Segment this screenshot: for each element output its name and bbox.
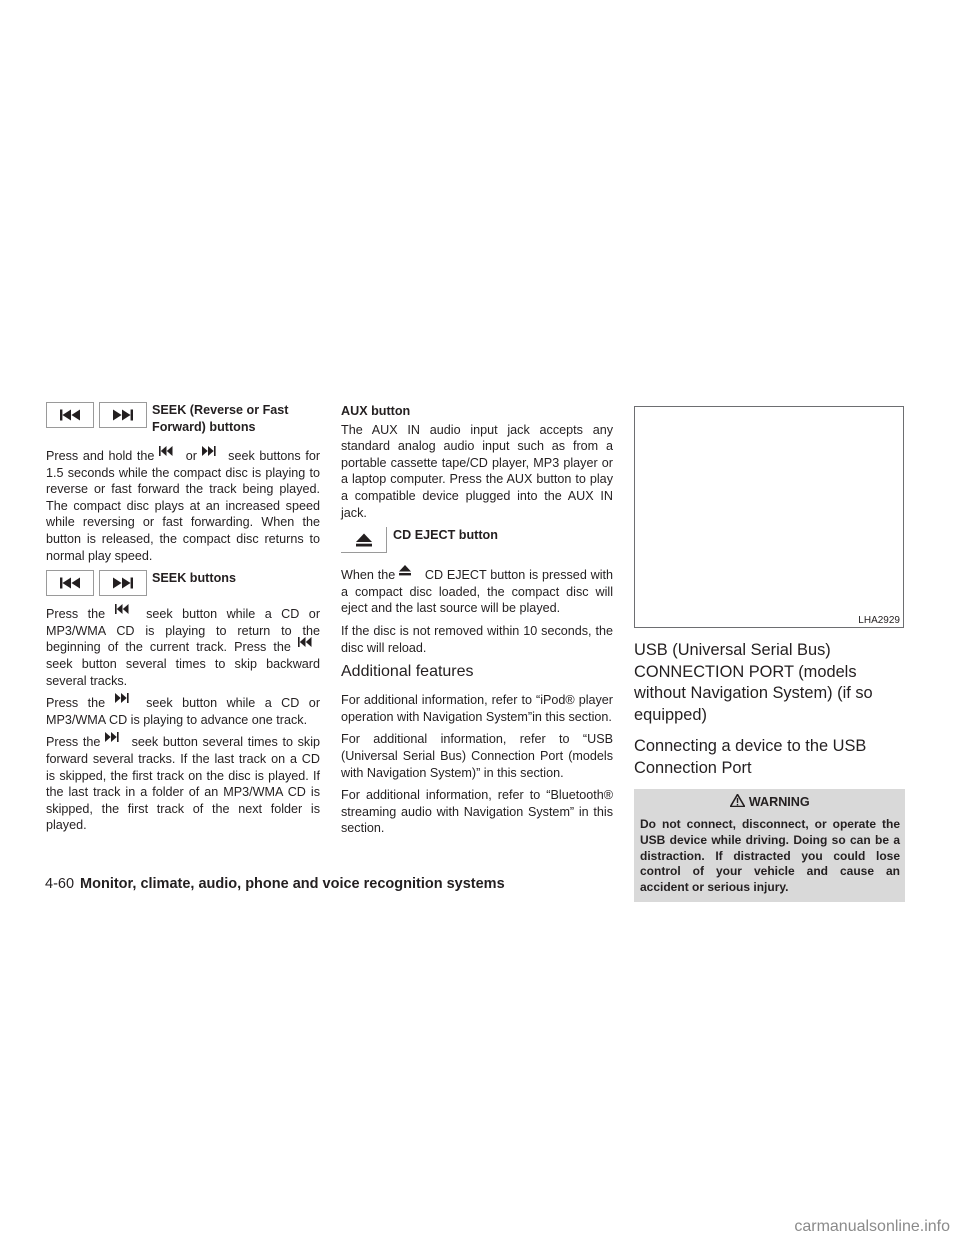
warning-box	[634, 789, 905, 902]
connect-device-heading: Connecting a device to the USB Connection Port	[634, 737, 867, 777]
figure-illustration	[634, 406, 904, 628]
seek-reverse-key-image	[46, 402, 94, 428]
seek-forward-icon	[112, 578, 134, 589]
seek-forward-icon	[202, 446, 216, 456]
figure-id: LHA2929	[858, 615, 900, 626]
seek-reverse-icon	[59, 410, 81, 421]
seek-reverse-key-image	[46, 570, 94, 596]
paragraph-seek-back	[46, 606, 320, 689]
seek-forward-icon	[115, 693, 129, 703]
seek-forward-key-image	[99, 570, 147, 596]
seek-forward-icon	[105, 732, 119, 742]
additional-bluetooth-paragraph: For additional information, refer to “Bluetooth® streaming audio with Navigation System” in this section.	[341, 788, 613, 836]
text: seek button several times to skip backward several tracks.	[46, 656, 320, 688]
text: Press the	[46, 735, 101, 750]
column-seek	[46, 402, 320, 840]
text: Press the	[46, 607, 106, 622]
seek-forward-icon	[112, 410, 134, 421]
eject-icon	[399, 565, 411, 576]
seek-header	[46, 570, 320, 600]
seek-heading: SEEK buttons	[152, 571, 236, 586]
heading-line-1: SEEK (Reverse or Fast	[152, 403, 289, 417]
text: seek button several times to skip forward several tracks. If the last track on a CD is skipped, the first track on the disc is played. If the last track in a folder of an MP3/WMA CD is skipped, the first track of the next folder is played.	[46, 735, 321, 833]
chapter-title: Monitor, climate, audio, phone and voice recognition systems	[80, 876, 505, 892]
text: seek button while a CD or MP3/WMA CD is playing to advance one track.	[46, 696, 321, 727]
aux-paragraph: The AUX IN audio input jack accepts any standard analog audio input such as from a portable cassette tape/CD player, MP3 player or a laptop computer. Press the AUX button to play a compatible device plugged into the AUX IN jack.	[341, 422, 613, 520]
text: or	[185, 449, 197, 463]
heading-line-2: Forward) buttons	[152, 420, 256, 434]
page-number: 4-60	[45, 876, 75, 892]
warning-title: WARNING	[748, 795, 810, 809]
paragraph-seek-forward	[46, 695, 320, 728]
eject-header	[341, 527, 613, 561]
usb-section-heading: USB (Universal Serial Bus) CONNECTION PORT (models without Navigation System) (if so equipped)	[634, 641, 873, 724]
warning-text: Do not connect, disconnect, or operate the USB device while driving. Doing so can be a distraction. If distracted you could lose control of your vehicle and cause an accident or serious injury.	[640, 817, 900, 895]
text: seek buttons for 1.5 seconds while the compact disc is playing to reverse or fast forward the track being played. The compact disc plays at an increased speed while reversing or fast forwarding. When the button is released, the compact disc returns to normal play speed.	[46, 449, 321, 563]
aux-heading: AUX button	[341, 404, 411, 418]
seek-reverse-icon	[298, 637, 312, 647]
seek-reverse-icon	[159, 446, 173, 456]
additional-ipod-paragraph: For additional information, refer to “iPod® player operation with Navigation System”in this section.	[341, 693, 613, 724]
eject-paragraph	[341, 567, 613, 617]
text: When the	[341, 568, 396, 583]
additional-usb-paragraph: For additional information, refer to “USB (Universal Serial Bus) Connection Port (models with Navigation System)” in this section.	[341, 732, 613, 780]
additional-features-heading: Additional features	[341, 663, 474, 681]
warning-triangle-icon	[730, 794, 745, 807]
text: seek button while a CD or MP3/WMA CD is playing to return to the beginning of the current track. Press the	[46, 607, 321, 655]
column-aux-eject	[341, 403, 613, 843]
paragraph-press-and-hold	[46, 448, 320, 564]
paragraph-seek-forward-several	[46, 734, 320, 834]
eject-heading: CD EJECT button	[393, 528, 498, 543]
page-footer	[45, 876, 505, 892]
seek-rev-fwd-header	[46, 402, 320, 442]
watermark: carmanualsonline.info	[794, 1218, 950, 1235]
text: Press and hold the	[46, 449, 155, 463]
seek-reverse-icon	[115, 604, 129, 614]
eject-key-image	[341, 527, 387, 553]
seek-rev-fwd-heading	[152, 402, 289, 436]
seek-reverse-icon	[59, 578, 81, 589]
text: Press the	[46, 696, 106, 711]
eject-reload-paragraph: If the disc is not removed within 10 seconds, the disc will reload.	[341, 623, 613, 655]
text: CD EJECT button is pressed with a compact disc loaded, the compact disc will eject and the last source will be played.	[341, 568, 614, 616]
seek-forward-key-image	[99, 402, 147, 428]
column-usb	[634, 406, 906, 902]
warning-header	[640, 793, 900, 811]
eject-icon	[356, 533, 372, 546]
